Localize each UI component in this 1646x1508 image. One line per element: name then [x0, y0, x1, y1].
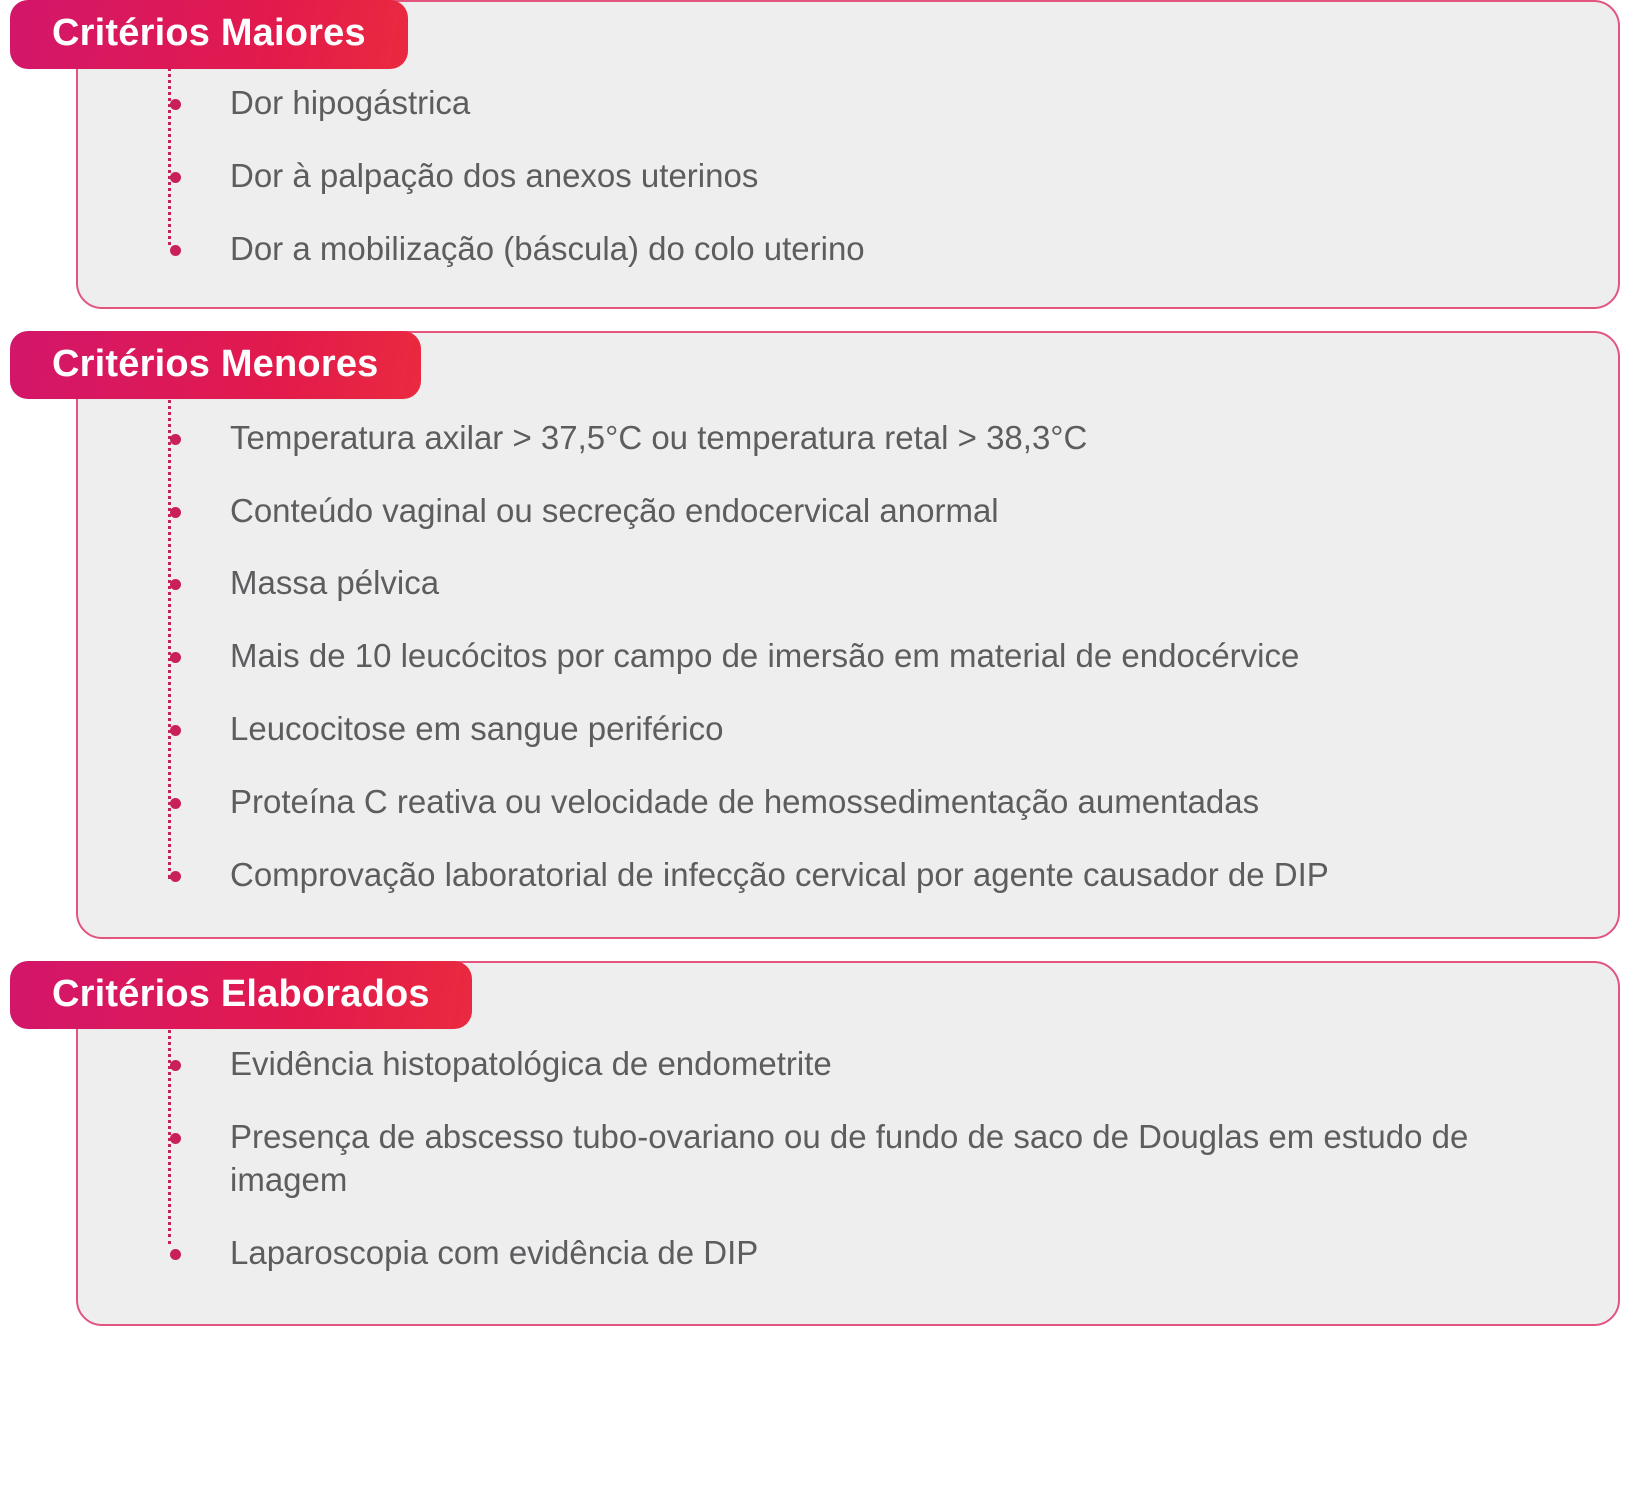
bullet-dot-icon [170, 434, 181, 445]
section-body-criterios-menores [76, 331, 1620, 939]
section-criterios-maiores [0, 0, 1646, 309]
bullet-dot-icon [170, 579, 181, 590]
list-item-label: Proteína C reativa ou velocidade de hemossedimentação aumentadas [230, 783, 1260, 821]
criteria-list-menores [106, 417, 1590, 897]
list-item [170, 1232, 1590, 1275]
list-item [170, 155, 1590, 198]
list-item [170, 490, 1590, 533]
list-item [170, 82, 1590, 125]
list-item-label: Dor a mobilização (báscula) do colo uterino [230, 229, 865, 267]
list-item [170, 228, 1590, 271]
list-item [170, 854, 1590, 897]
list-item [170, 1043, 1590, 1086]
list-item-label: Comprovação laboratorial de infecção cervical por agente causador de DIP [230, 856, 1329, 894]
section-title-criterios-menores: Critérios Menores [10, 331, 421, 400]
list-item [170, 1116, 1590, 1202]
list-item-label: Massa pélvica [230, 564, 440, 602]
list-item-label: Conteúdo vaginal ou secreção endocervical anormal [230, 491, 999, 529]
list-item-label: Presença de abscesso tubo-ovariano ou de fundo de saco de Douglas em estudo de imagem [230, 1117, 1469, 1198]
list-item [170, 417, 1590, 460]
bullet-dot-icon [170, 871, 181, 882]
list-item-label: Laparoscopia com evidência de DIP [230, 1233, 759, 1271]
bullet-dot-icon [170, 507, 181, 518]
bullet-dot-icon [170, 99, 181, 110]
list-item [170, 635, 1590, 678]
criteria-list-maiores [106, 82, 1590, 271]
criteria-list-elaborados [106, 1043, 1590, 1275]
section-criterios-elaborados [0, 961, 1646, 1327]
section-title-criterios-elaborados: Critérios Elaborados [10, 961, 472, 1030]
bullet-dot-icon [170, 172, 181, 183]
bullet-dot-icon [170, 652, 181, 663]
bullet-dot-icon [170, 725, 181, 736]
list-item-label: Temperatura axilar > 37,5°C ou temperatura retal > 38,3°C [230, 418, 1088, 456]
bullet-dot-icon [170, 1060, 181, 1071]
bullet-dot-icon [170, 1133, 181, 1144]
list-item-label: Mais de 10 leucócitos por campo de imersão em material de endocérvice [230, 637, 1300, 675]
bullet-dot-icon [170, 798, 181, 809]
list-item-label: Dor à palpação dos anexos uterinos [230, 156, 759, 194]
bullet-dot-icon [170, 1249, 181, 1260]
list-item [170, 708, 1590, 751]
bullet-dot-icon [170, 245, 181, 256]
list-item [170, 781, 1590, 824]
section-criterios-menores [0, 331, 1646, 939]
list-item [170, 562, 1590, 605]
list-item-label: Leucocitose em sangue periférico [230, 710, 724, 748]
list-item-label: Dor hipogástrica [230, 84, 471, 121]
list-item-label: Evidência histopatológica de endometrite [230, 1044, 832, 1082]
section-title-criterios-maiores: Critérios Maiores [10, 0, 408, 69]
